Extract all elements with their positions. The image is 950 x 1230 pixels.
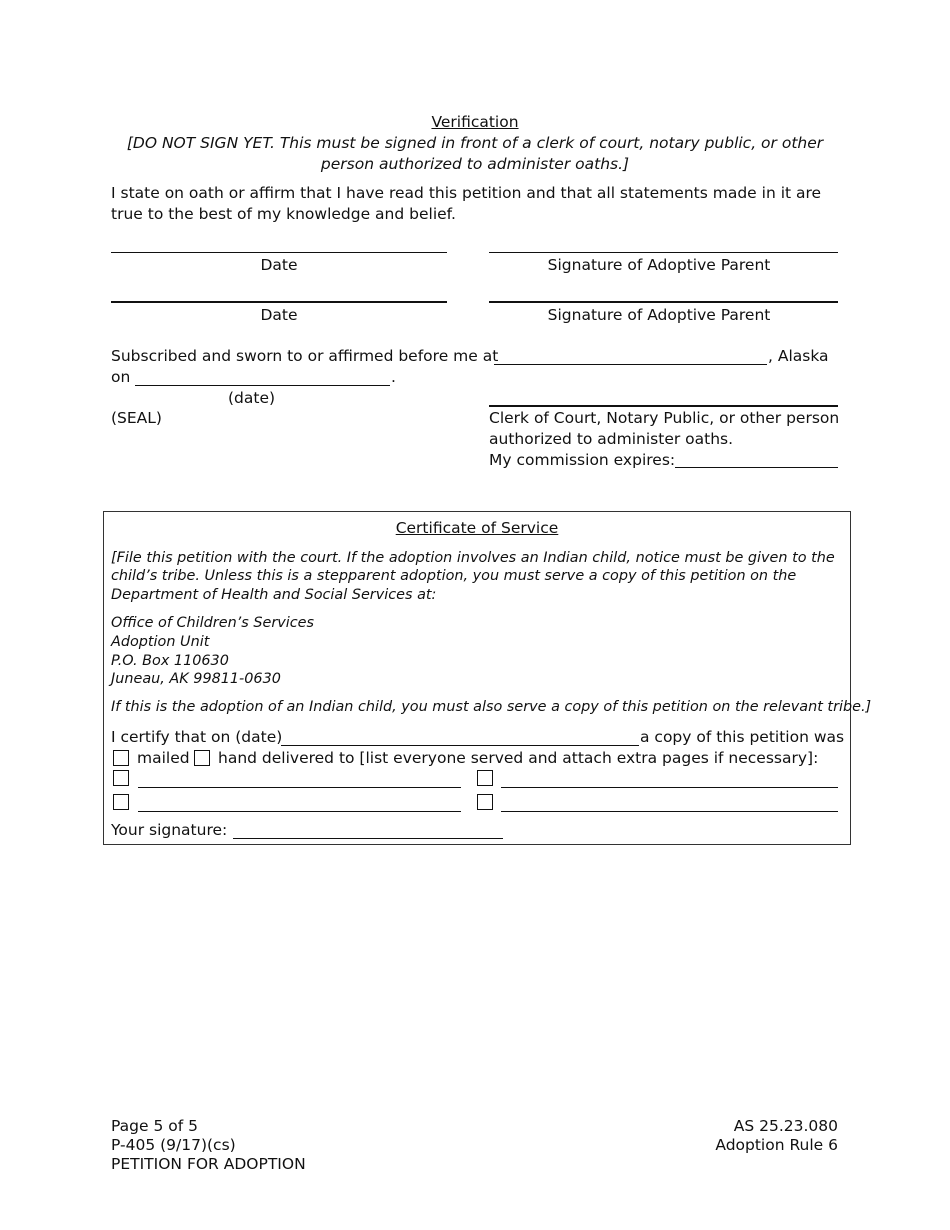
verification-instruction-1: [DO NOT SIGN YET. This must be signed in front of a clerk of court, notary public, or other: [126, 134, 824, 152]
your-signature-label: Your signature:: [111, 821, 228, 839]
certify-date-line[interactable]: [281, 745, 639, 746]
certificate-title: Certificate of Service: [395, 519, 559, 537]
certify-text: I certify that on (date): [111, 728, 283, 746]
clerk-label-2: authorized to administer oaths.: [489, 430, 734, 448]
clerk-label-1: Clerk of Court, Notary Public, or other person: [489, 409, 840, 427]
clerk-signature-line[interactable]: [489, 405, 838, 407]
hand-delivered-checkbox[interactable]: [194, 750, 210, 766]
tribe-note: If this is the adoption of an Indian child, you must also serve a copy of this petition on the relevant tribe.]: [111, 699, 872, 715]
on-text: on: [111, 368, 131, 386]
served-line-1[interactable]: [138, 787, 461, 788]
your-signature-line[interactable]: [233, 838, 503, 839]
served-line-2[interactable]: [501, 787, 838, 788]
verification-instruction-2: person authorized to administer oaths.]: [320, 155, 630, 173]
period-text: .: [391, 368, 396, 386]
hand-delivered-label: hand delivered to [list everyone served and attach extra pages if necessary]:: [218, 749, 819, 767]
footer-form-title: PETITION FOR ADOPTION: [111, 1155, 306, 1173]
footer-statute: AS 25.23.080: [733, 1117, 838, 1135]
mailed-checkbox[interactable]: [113, 750, 129, 766]
signature-line-1[interactable]: [489, 252, 838, 253]
location-line[interactable]: [494, 364, 767, 365]
certificate-instruction-3: Department of Health and Social Services at:: [111, 587, 437, 603]
served-line-3[interactable]: [138, 811, 461, 812]
date-label-1: Date: [260, 256, 298, 274]
address-line-4: Juneau, AK 99811-0630: [111, 671, 281, 687]
verification-title: Verification: [431, 113, 519, 131]
commission-label: My commission expires:: [489, 451, 676, 469]
served-checkbox-4[interactable]: [477, 794, 493, 810]
address-line-3: P.O. Box 110630: [111, 653, 229, 669]
date-label-2: Date: [260, 306, 298, 324]
served-checkbox-1[interactable]: [113, 770, 129, 786]
address-line-1: Office of Children’s Services: [111, 615, 315, 631]
certificate-instruction-1: [File this petition with the court. If the adoption involves an Indian child, notice must be given to the: [111, 550, 835, 566]
footer-page-number: Page 5 of 5: [111, 1117, 198, 1135]
copy-text: a copy of this petition was: [640, 728, 845, 746]
sworn-date-line[interactable]: [135, 385, 390, 386]
oath-statement-1: I state on oath or affirm that I have read this petition and that all statements made in it are: [111, 184, 822, 202]
address-line-2: Adoption Unit: [111, 634, 210, 650]
seal-label: (SEAL): [111, 409, 162, 427]
served-checkbox-3[interactable]: [113, 794, 129, 810]
served-line-4[interactable]: [501, 811, 838, 812]
oath-statement-2: true to the best of my knowledge and belief.: [111, 205, 456, 223]
served-checkbox-2[interactable]: [477, 770, 493, 786]
footer-rule: Adoption Rule 6: [715, 1136, 838, 1154]
subscribed-text: Subscribed and sworn to or affirmed before me at: [111, 347, 499, 365]
commission-line[interactable]: [675, 467, 838, 468]
footer-form-number: P-405 (9/17)(cs): [111, 1136, 236, 1154]
signature-label-1: Signature of Adoptive Parent: [547, 256, 771, 274]
date-line-2[interactable]: [111, 301, 447, 303]
alaska-text: , Alaska: [768, 347, 829, 365]
signature-label-2: Signature of Adoptive Parent: [547, 306, 771, 324]
signature-line-2[interactable]: [489, 301, 838, 303]
date-caption: (date): [228, 389, 276, 407]
date-line-1[interactable]: [111, 252, 447, 253]
mailed-label: mailed: [137, 749, 190, 767]
certificate-instruction-2: child’s tribe. Unless this is a stepparent adoption, you must serve a copy of this petition on the: [111, 568, 797, 584]
